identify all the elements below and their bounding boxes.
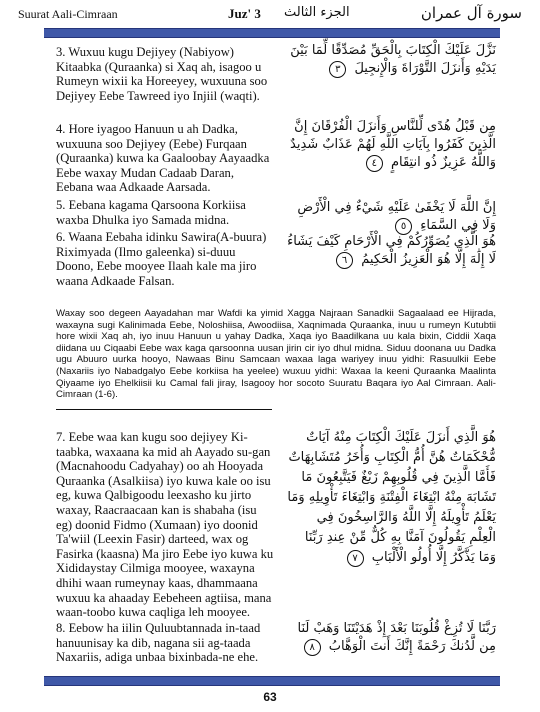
surah-title-latin: Suurat Aali-Cimraan [18, 7, 118, 21]
verse-4-arabic-text: مِن قَبْلُ هُدًى لِّلنَّاسِ وَأَنزَلَ الْفُرْقَانَ إِنَّ الَّذِينَ كَفَرُوا بِآيَاتِ اللَّهِ لَهُمْ عَذَابٌ شَدِيدٌ وَاللَّهُ عَزِيزٌ ذُو انتِقَامٍ [290, 119, 496, 170]
verse-6-arabic [286, 233, 496, 269]
page-number: 63 [263, 690, 277, 704]
section-divider [56, 409, 272, 410]
verse-3-translation: 3. Wuxuu kugu Dejiyey (Nabiyow) Kitaabka (Quraanka) si Xaq ah, isagoo u Rumeyn wixii ka Horeeyey, wuxuuna soo Dejiyey Eebe Tawreed iyo Injiil (waqti). [56, 45, 268, 103]
verse-7-arabic-text: هُوَ الَّذِي أَنزَلَ عَلَيْكَ الْكِتَابَ مِنْهُ آيَاتٌ مُّحْكَمَاتٌ هُنَّ أُمُّ الْكِتَابِ وَأُخَرُ مُتَشَابِهَاتٌ فَأَمَّا الَّذِينَ فِي قُلُوبِهِمْ زَيْغٌ فَيَتَّبِعُونَ مَا تَشَابَهَ مِنْهُ ابْتِغَاءَ الْفِتْنَةِ وَابْتِغَاءَ تَأْوِيلِهِ وَمَا يَعْلَمُ تَأْوِيلَهُ إِلَّا اللَّهُ وَالرَّاسِخُونَ فِي الْعِلْمِ يَقُولُونَ آمَنَّا بِهِ كُلٌّ مِّنْ عِندِ رَبِّنَا وَمَا يَذَّكَّرُ إِلَّا أُولُو الْأَلْبَابِ [287, 430, 496, 565]
verse-5-arabic [286, 199, 496, 235]
verse-5-translation: 5. Eebana kagama Qarsoona Korkiisa waxba Dhulka iyo Samada midna. [56, 198, 246, 227]
verse-8-arabic-text: رَبَّنَا لَا تُزِغْ قُلُوبَنَا بَعْدَ إِذْ هَدَيْتَنَا وَهَبْ لَنَا مِن لَّدُنكَ رَحْمَةً إِنَّكَ أَنتَ الْوَهَّابُ [297, 621, 496, 654]
verse-5-arabic-text: إِنَّ اللَّهَ لَا يَخْفَىٰ عَلَيْهِ شَيْءٌ فِي الْأَرْضِ وَلَا فِي السَّمَاءِ [297, 200, 496, 233]
verse-6-translation: 6. Waana Eebaha idinku Sawira(A-buura) Riximyada (Ilmo galeenka) si-duuu Doono, Eebe mooyee Ilaah kale ma jiro waana Adkaade Falsan. [56, 230, 267, 288]
surah-title-arabic: سورة آل عمران [420, 4, 522, 22]
verse-6-arabic-text: هُوَ الَّذِي يُصَوِّرُكُمْ فِي الْأَرْحَامِ كَيْفَ يَشَاءُ لَا إِلَٰهَ إِلَّا هُوَ الْعَزِيزُ الْحَكِيمُ [287, 234, 496, 267]
verse-8-translation: 8. Eebow ha iilin Quluubtannada in-taad hanuunisay ka dib, nagana sii ag-taada Naxariis, adiga unbaa bixinbada-ne ehe. [56, 621, 261, 665]
verse-number-marker: ٨ [304, 639, 321, 656]
commentary-paragraph: Waxay soo degeen Aayadahan mar Wafdi ka yimid Xagga Najraan Sanadkii Sagaalaad ee Hijrada, waxayna sugi Kalinimada Eebe, Noloshiisa, Awoodiisa, Xaqnimada Quraanka, inuu u rumeyn Kutubtii hore wixii Xaq ah, iyo inuu Hanuun u yahay Dadka, Xaqa iyo Baadilkana uu kala bixin, Ciddii Xaqa diidana uu Ciqaabi Eebe wax kaga qarsoonna uusan jirin cir iyo dhul midna. Siduu doonana uu Dadka ugu Abuuro uurka hooyo, Nawaas Binu Samcaan waxaa laga wariyey inuu yidhi: Rasuulkii Eebe (Naxariis iyo Nabadgalyo Eebe korkiisa ha yeelee) wuxuu yidhi: Waxaa la keeni Quraanka Maalinta Qiyaame iyo Ehelkiisii ku Camal fali jiray, Isagooy hor socoto Suuratu Baqara iyo Aal Cimraan. Aali-Cimraan (1-6). [56, 308, 496, 401]
verse-4-arabic [286, 118, 496, 172]
verse-number-marker: ٤ [366, 155, 383, 172]
verse-number-marker: ٦ [336, 252, 353, 269]
juz-label-arabic: الجزء الثالث [284, 5, 350, 20]
header-divider-bar [44, 28, 500, 38]
verse-3-arabic-text: نَزَّلَ عَلَيْكَ الْكِتَابَ بِالْحَقِّ مُصَدِّقًا لِّمَا بَيْنَ يَدَيْهِ وَأَنزَلَ التَّوْرَاةَ وَالْإِنجِيلَ [290, 43, 496, 76]
juz-label: Juz' 3 [228, 6, 261, 21]
verse-number-marker: ٧ [347, 550, 364, 567]
verse-3-arabic [286, 42, 496, 78]
verse-number-marker: ٣ [329, 61, 346, 78]
verse-number-marker: ٥ [395, 218, 412, 235]
verse-7-arabic [286, 428, 496, 568]
verse-7-translation: 7. Eebe waa kan kugu soo dejiyey Ki-taabka, waxaana ka mid ah Aayado su-gan (Macnahoodu Cadyahay) oo ah Hooyada Quraanka (Asalkiisa) iyo kuwa kale oo isu eg, kuwa Qalbigoodu leexasho ku jirto waxay, Raacraacaan kan is shabaha (isu eg) doonid Fidmo (Xumaan) iyo doonid Ta'wiil (Leexin Fasir) darteed, wax og Fasirka (kaasna) Ma jiro Eebe iyo kuwa ku Xididaystay Cilmiga mooyee, waxayna dhihi waan rumeynay kaas, dhammaana wuxuu ka ahaaday Eebeheen agtiisa, mana waan-toobo kuwa caqliga leh mooyee. [56, 430, 274, 620]
verse-4-translation: 4. Hore iyagoo Hanuun u ah Dadka, wuxuuna soo Dejiyey (Eebe) Furqaan (Quraanka) kuwa ka Gaaloobay Aayaadka Eebe waxay Mudan Cadaab Daran, Eebana waa Adkaade Aarsada. [56, 122, 270, 195]
page-header [0, 0, 540, 28]
footer-divider-bar [44, 676, 500, 686]
verse-8-arabic [286, 620, 496, 656]
